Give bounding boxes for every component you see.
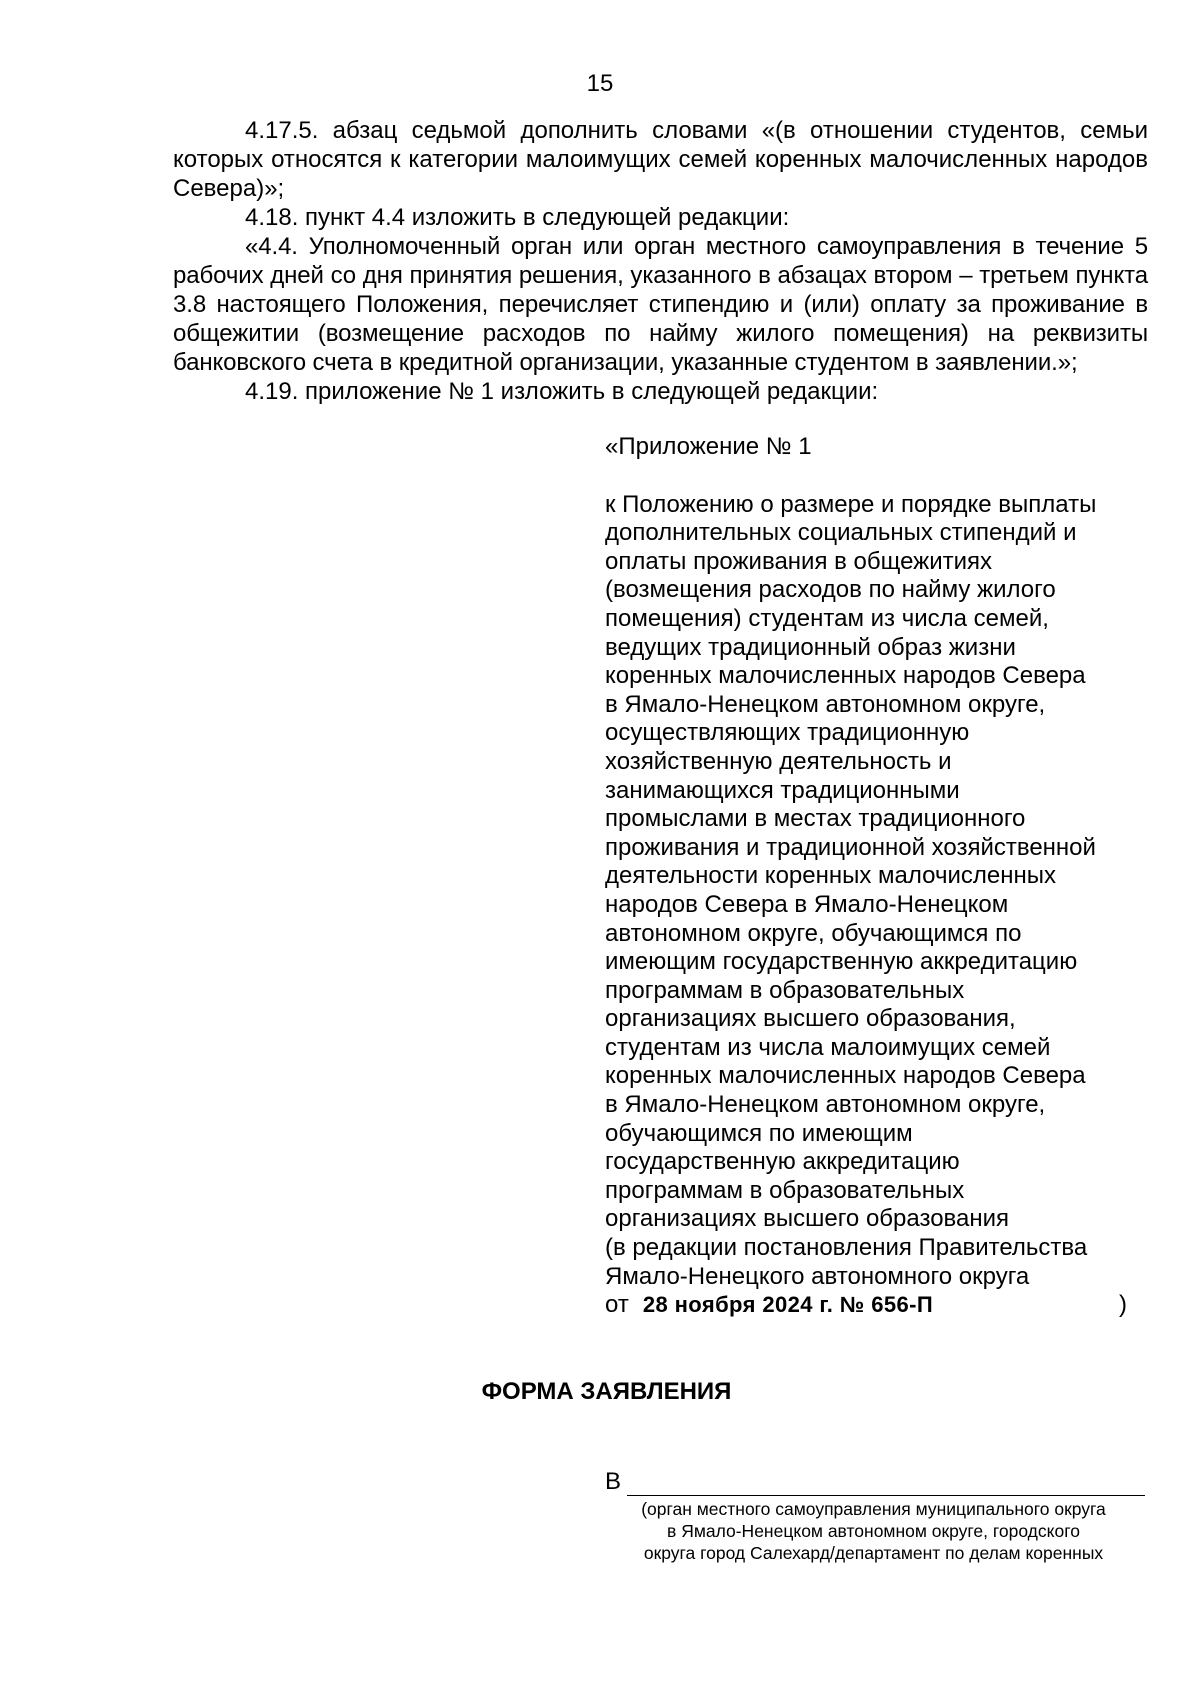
appendix-title: «Приложение № 1 <box>605 433 812 460</box>
caption-line: студентам из числа малоимущих семей <box>605 1033 1051 1061</box>
document-body <box>173 116 1148 406</box>
caption-line: народов Севера в Ямало-Ненецком <box>605 890 1009 918</box>
hint-line: (орган местного самоуправления муниципального округа <box>641 1499 1106 1519</box>
hint-line: в Ямало-Ненецком автономном округе, городского <box>667 1521 1080 1541</box>
addressee-block <box>605 1468 1145 1564</box>
caption-line: к Положению о размере и порядке выплаты <box>605 490 1097 518</box>
appendix-caption <box>605 491 1165 1320</box>
caption-line: хозяйственную деятельность и <box>605 747 952 775</box>
addressee-line <box>605 1468 1145 1496</box>
addressee-prefix: В <box>605 1468 622 1495</box>
form-title: ФОРМА ЗАЯВЛЕНИЯ <box>481 1378 732 1405</box>
addressee-blank-field[interactable] <box>627 1473 1145 1496</box>
caption-line: программам в образовательных <box>605 1176 965 1204</box>
caption-line: оплаты проживания в общежитиях <box>605 547 993 575</box>
caption-line: помещения) студентам из числа семей, <box>605 604 1049 632</box>
caption-line: дополнительных социальных стипендий и <box>605 519 1077 547</box>
decree-date-number: 28 ноября 2024 г. № 656-П <box>642 1292 934 1318</box>
caption-line: организациях высшего образования, <box>605 1005 1016 1033</box>
paragraph-4-18: 4.18. пункт 4.4 изложить в следующей редакции: <box>245 204 790 231</box>
addressee-hint <box>601 1498 1146 1564</box>
caption-line: промыслами в местах традиционного <box>605 805 1026 833</box>
decree-prefix: от <box>605 1291 629 1319</box>
caption-line: деятельности коренных малочисленных <box>605 862 1056 890</box>
hint-line: округа город Салехард/департамент по делам коренных <box>643 1543 1104 1563</box>
appendix-header <box>605 433 1165 1320</box>
caption-line: ведущих традиционный образ жизни <box>605 633 1016 661</box>
caption-line: коренных малочисленных народов Севера <box>605 662 1086 690</box>
caption-line: организациях высшего образования <box>605 1205 1010 1233</box>
caption-line: программам в образовательных <box>605 976 965 1004</box>
caption-line: Ямало-Ненецкого автономного округа <box>605 1262 1030 1290</box>
caption-line: осуществляющих традиционную <box>605 719 970 747</box>
caption-line: занимающихся традиционными <box>605 776 960 804</box>
caption-line: коренных малочисленных народов Севера <box>605 1062 1086 1090</box>
caption-line: (возмещения расходов по найму жилого <box>605 576 1056 604</box>
caption-line: в Ямало-Ненецком автономном округе, <box>605 1091 1046 1119</box>
page-number: 15 <box>586 70 614 97</box>
decree-close-paren: ) <box>1119 1291 1127 1319</box>
paragraph-4-4-quote: «4.4. Уполномоченный орган или орган местного самоуправления в течение 5 рабочих дней со дня принятия решения, указанного в абзацах втором – третьем пункта 3.8 настоящего Положения, перечисляет стипендию и (или) оплату за проживание в общежитии (возмещение расходов по найму жилого помещения) на реквизиты банковского счета в кредитной организации, указанные студентом в заявлении.»; <box>173 233 1148 376</box>
caption-line: автономном округе, обучающимся по <box>605 919 1022 947</box>
paragraph-4-19: 4.19. приложение № 1 изложить в следующей редакции: <box>245 378 879 405</box>
caption-line: (в редакции постановления Правительства <box>605 1234 1088 1262</box>
caption-line: государственную аккредитацию <box>605 1148 960 1176</box>
caption-line: в Ямало-Ненецком автономном округе, <box>605 690 1046 718</box>
caption-line: проживания и традиционной хозяйственной <box>605 833 1096 861</box>
decree-reference <box>605 1291 1165 1320</box>
caption-line: имеющим государственную аккредитацию <box>605 948 1078 976</box>
caption-line: обучающимся по имеющим <box>605 1119 913 1147</box>
paragraph-4-17-5: 4.17.5. абзац седьмой дополнить словами «(в отношении студентов, семьи которых относятся к категории малоимущих семей коренных малочисленных народов Севера)»; <box>173 117 1148 202</box>
